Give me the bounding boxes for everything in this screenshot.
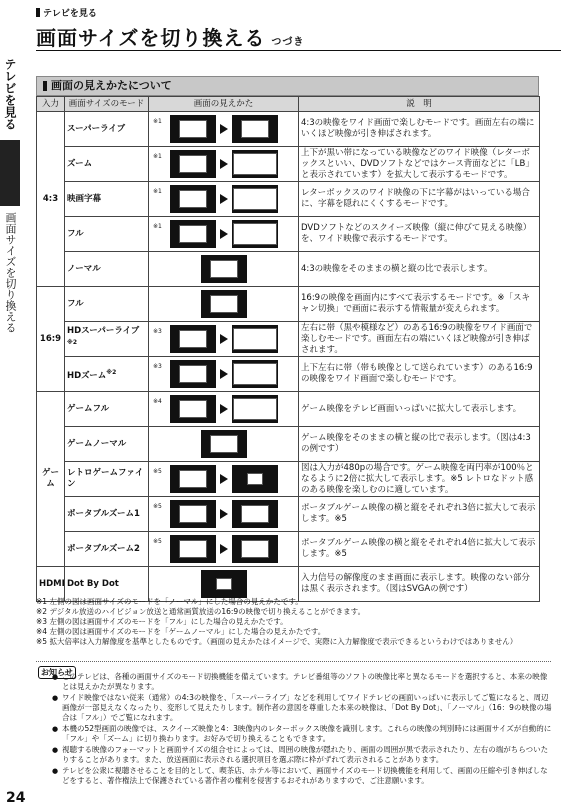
mode-label: ゲームフル (67, 403, 110, 414)
mode-label: ズーム (67, 158, 93, 169)
table-row (37, 182, 540, 217)
mode-cell (65, 462, 149, 497)
table-row (37, 147, 540, 182)
table-row (37, 252, 540, 287)
table-row (37, 392, 540, 427)
note-item: ● テレビを公衆に視聴させることを目的として、喫茶店、ホテル等において、画面サイズのモード切換機能を利用して、画面の圧縮や引き伸ばしなどをすると、著作権法上で保護されている著作者の権利を侵害するおそれがありますので、ご注意願います。 (52, 766, 552, 786)
mode-label: ポータブルズーム2 (67, 543, 140, 554)
visual-illustration (151, 217, 296, 251)
visual-footnote-ref: ※1 (153, 223, 162, 230)
visual-cell (149, 322, 299, 357)
mode-footnote-ref: ※2 (106, 368, 117, 376)
visual-cell (149, 112, 299, 147)
visual-illustration (151, 462, 296, 496)
mode-label: HDズーム (67, 370, 107, 381)
mode-cell (65, 427, 149, 462)
screen-picture (179, 540, 207, 558)
screen-picture (179, 225, 207, 243)
visual-cell (149, 287, 299, 322)
screen-picture (179, 155, 207, 173)
input-cell: 4:3 (37, 112, 65, 287)
visual-cell (149, 427, 299, 462)
screen-after (232, 325, 278, 353)
mode-cell (65, 287, 149, 322)
arrow-icon (220, 159, 228, 169)
table-row (37, 287, 540, 322)
notes (52, 672, 552, 787)
screen-before (170, 150, 216, 178)
screen-before (170, 465, 216, 493)
description-cell: レターボックスのワイド映像の下に字幕がはいっている場合に、字幕を隠れにくくするモードです。 (299, 182, 540, 217)
input-cell: ゲーム (37, 392, 65, 567)
screen-picture (179, 505, 207, 523)
sidebar-tab (0, 52, 20, 148)
arrow-icon (220, 544, 228, 554)
visual-cell (149, 182, 299, 217)
footnote: ※2 デジタル放送のハイビジョン放送と通常画質放送の16:9の映像で切り換えることができます。 (36, 607, 366, 616)
description-cell: 左右に帯（黒や模様など）のある16:9の映像をワイド画面で楽しむモードです。画面左右の端にいくほど映像が引き伸ばされます。 (299, 322, 540, 357)
mode-label: フル (67, 298, 84, 309)
screen-picture (210, 295, 238, 313)
screen-picture (216, 578, 232, 590)
mode-cell (65, 252, 149, 287)
header-mode: 画面サイズのモード (65, 97, 149, 112)
title-rule (36, 50, 561, 51)
description-cell: 図は入力が480pの場合です。ゲーム映像を両円率が100％となるように2倍に拡大して表示します。※5 レトロなドット感のある映像を楽しむのに適しています。 (299, 462, 540, 497)
page-number: 24 (6, 790, 26, 806)
visual-illustration (151, 532, 296, 566)
note-item: ● 本機の52型画面の映像では、スクイーズ映像と4：3映像内のレターボックス映像を識別します。これらの映像の判別時には画面サイズが自動的に「フル」や「ズーム」に切り換わります。お好みで切り換えることもできます。 (52, 724, 552, 744)
screen-picture (233, 188, 277, 210)
mode-cell (65, 392, 149, 427)
visual-footnote-ref: ※3 (153, 363, 162, 370)
table-row (37, 217, 540, 252)
sidebar-marker (0, 140, 20, 206)
screen-before (170, 395, 216, 423)
description-cell: ポータブルゲーム映像の横と縦をそれぞれ3倍に拡大して表示します。※5 (299, 497, 540, 532)
screen-picture (241, 120, 269, 138)
screen-after (232, 500, 278, 528)
arrow-icon (220, 509, 228, 519)
screen-before (170, 220, 216, 248)
screen-picture (210, 260, 238, 278)
screen-after (201, 570, 247, 598)
input-cell: HDMI (37, 567, 65, 602)
screen-before (170, 535, 216, 563)
visual-illustration (151, 252, 296, 286)
section-mark (43, 81, 47, 91)
table-row (37, 112, 540, 147)
visual-cell (149, 392, 299, 427)
header-input: 入力 (37, 97, 65, 112)
visual-cell (149, 462, 299, 497)
note-item: ● ワイド映像ではない従来（通常）の4:3の映像を、「スーパーライブ」などを利用してワイドテレビの画面いっぱいに表示してご覧になると、周辺画像が一部見えなくなったり、変形して見えたりします。制作者の意図を尊重した本来の映像は、「Dot By Dot」、「ノーマル」（16：9の映像の場合は「フル」）でご覧になれます。 (52, 693, 552, 723)
visual-illustration (151, 182, 296, 216)
screen-after (232, 185, 278, 213)
screen-picture (247, 473, 263, 485)
description-cell: 入力信号の解像度のまま画面に表示します。映像のない部分は黒く表示されます。（図はSVGAの例です） (299, 567, 540, 602)
screen-picture (179, 365, 207, 383)
visual-footnote-ref: ※3 (153, 328, 162, 335)
visual-cell (149, 532, 299, 567)
footnote: ※3 左側の図は画面サイズのモードを「フル」にした場合の見えかたです。 (36, 617, 288, 626)
mode-label: レトロゲームファイン (67, 468, 144, 489)
arrow-icon (220, 124, 228, 134)
screen-after (232, 150, 278, 178)
mode-cell (65, 112, 149, 147)
section-header (36, 76, 539, 96)
visual-footnote-ref: ※1 (153, 188, 162, 195)
screen-picture (233, 223, 277, 245)
visual-illustration (151, 567, 296, 601)
description-cell: ゲーム映像をテレビ画面いっぱいに拡大して表示します。 (299, 392, 540, 427)
description-cell: 16:9の映像を画面内にすべて表示するモードです。※「スキャン切換」で画面に表示する情報量が変えられます。 (299, 287, 540, 322)
footnotes (36, 597, 546, 647)
visual-cell (149, 497, 299, 532)
screen-before (170, 500, 216, 528)
table-row (37, 322, 540, 357)
screen-after (232, 535, 278, 563)
visual-illustration (151, 322, 296, 356)
mode-label: HDスーパーライブ (67, 326, 140, 337)
screen-after (232, 220, 278, 248)
screen-after (232, 395, 278, 423)
visual-footnote-ref: ※1 (153, 153, 162, 160)
mode-cell (65, 182, 149, 217)
screen-after (201, 430, 247, 458)
description-cell: 上下左右に帯（帯も映像として送られています）のある16:9の映像をワイド画面で楽しむモードです。 (299, 357, 540, 392)
screen-picture (179, 330, 207, 348)
page-title (36, 22, 304, 51)
footnote: ※4 左側の図は画面サイズのモードを「ゲームノーマル」にした場合の見えかたです。 (36, 627, 326, 636)
screen-picture (210, 435, 238, 453)
table-header-row (37, 97, 540, 112)
screen-picture (241, 540, 269, 558)
visual-illustration (151, 497, 296, 531)
section-title: 画面の見えかたについて (51, 79, 172, 92)
description-cell: ゲーム映像をそのままの横と縦の比で表示します。（図は4:3の例です） (299, 427, 540, 462)
screen-picture (179, 470, 207, 488)
mode-cell (65, 322, 149, 357)
arrow-icon (220, 474, 228, 484)
mode-cell (65, 357, 149, 392)
description-cell: ポータブルゲーム映像の横と縦をそれぞれ4倍に拡大して表示します。※5 (299, 532, 540, 567)
screen-picture (233, 328, 277, 350)
visual-illustration (151, 147, 296, 181)
notice-badge: お知らせ (38, 666, 76, 679)
screen-after (201, 255, 247, 283)
visual-footnote-ref: ※4 (153, 398, 162, 405)
arrow-icon (220, 334, 228, 344)
mode-footnote-ref: ※2 (67, 339, 78, 347)
category-mark (36, 8, 40, 17)
separator (36, 661, 551, 662)
visual-footnote-ref: ※5 (153, 468, 162, 475)
mode-cell (65, 497, 149, 532)
mode-label: ゲームノーマル (67, 438, 127, 449)
description-cell: 上下が黒い帯になっている映像などのワイド映像（レターボックスといい、DVDソフトなどではケース背面などに「LB」と表示されています）を拡大して表示するモードです。 (299, 147, 540, 182)
description-cell: DVDソフトなどのスクイーズ映像（縦に伸びて見える映像）を、ワイド映像で表示するモードです。 (299, 217, 540, 252)
category-label (36, 6, 97, 19)
description-cell: 4:3の映像をそのままの横と縦の比で表示します。 (299, 252, 540, 287)
screen-before (170, 360, 216, 388)
visual-cell (149, 357, 299, 392)
footnote: ※1 左側の図は画面サイズのモードを「ノーマル」にした場合の見えかたです。 (36, 597, 303, 606)
arrow-icon (220, 369, 228, 379)
visual-cell (149, 252, 299, 287)
input-cell: 16:9 (37, 287, 65, 392)
mode-cell (65, 532, 149, 567)
mode-label: ノーマル (67, 263, 101, 274)
screen-picture (233, 398, 277, 420)
header-visual: 画面の見えかた (149, 97, 299, 112)
visual-illustration (151, 357, 296, 391)
header-description: 説 明 (299, 97, 540, 112)
page-title-suffix: つづき (271, 37, 305, 48)
footnote: ※5 拡大倍率は入力解像度を基準としたものです。（画面の見えかたはイメージで、実際に入力解像度で表示できるというわけではありません） (36, 637, 518, 646)
screen-before (170, 185, 216, 213)
note-item: ● 視聴する映像のフォーマットと画面サイズの組合せによっては、周囲の映像が隠れたり、画面の周囲が黒で表示されたり、左右の端がちらついたりすることがあります。また、放送画面に表示される選択項目を選ぶ際に枠がずれて表示されることがあります。 (52, 745, 552, 765)
mode-label: 映画字幕 (67, 193, 102, 204)
visual-footnote-ref: ※5 (153, 538, 162, 545)
screen-after (232, 360, 278, 388)
screen-after (232, 115, 278, 143)
arrow-icon (220, 404, 228, 414)
table-row (37, 462, 540, 497)
visual-cell (149, 217, 299, 252)
table-row (37, 427, 540, 462)
mode-label: ポータブルズーム1 (67, 508, 140, 519)
mode-cell (65, 147, 149, 182)
screen-picture (179, 120, 207, 138)
table-row (37, 497, 540, 532)
screen-mode-table (36, 96, 540, 602)
screen-after (232, 465, 278, 493)
screen-picture (233, 363, 277, 385)
description-cell: 4:3の映像をワイド画面で楽しむモードです。画面左右の端にいくほど映像が引き伸ばされます。 (299, 112, 540, 147)
screen-picture (233, 153, 277, 175)
screen-after (201, 290, 247, 318)
visual-cell (149, 147, 299, 182)
arrow-icon (220, 194, 228, 204)
screen-picture (179, 400, 207, 418)
sidebar-sub-label: 画面サイズを切り換える (4, 212, 17, 333)
screen-picture (241, 505, 269, 523)
visual-footnote-ref: ※1 (153, 118, 162, 125)
visual-illustration (151, 112, 296, 146)
table-row (37, 357, 540, 392)
visual-footnote-ref: ※5 (153, 503, 162, 510)
category-text: テレビを見る (43, 9, 97, 19)
mode-label: Dot By Dot (67, 578, 119, 589)
screen-picture (179, 190, 207, 208)
visual-illustration (151, 392, 296, 426)
sidebar-tab-label: テレビを見る (3, 58, 17, 130)
visual-illustration (151, 427, 296, 461)
note-item: ● このテレビは、各種の画面サイズのモード切換機能を備えています。テレビ番組等のソフトの映像比率と異なるモードを選択すると、本来の映像とは見えかたが異なります。 (52, 672, 552, 692)
arrow-icon (220, 229, 228, 239)
mode-cell (65, 217, 149, 252)
table-row (37, 532, 540, 567)
mode-label: フル (67, 228, 84, 239)
mode-label: スーパーライブ (67, 123, 126, 134)
screen-before (170, 325, 216, 353)
screen-before (170, 115, 216, 143)
page-title-text: 画面サイズを切り換える (36, 26, 266, 50)
visual-illustration (151, 287, 296, 321)
